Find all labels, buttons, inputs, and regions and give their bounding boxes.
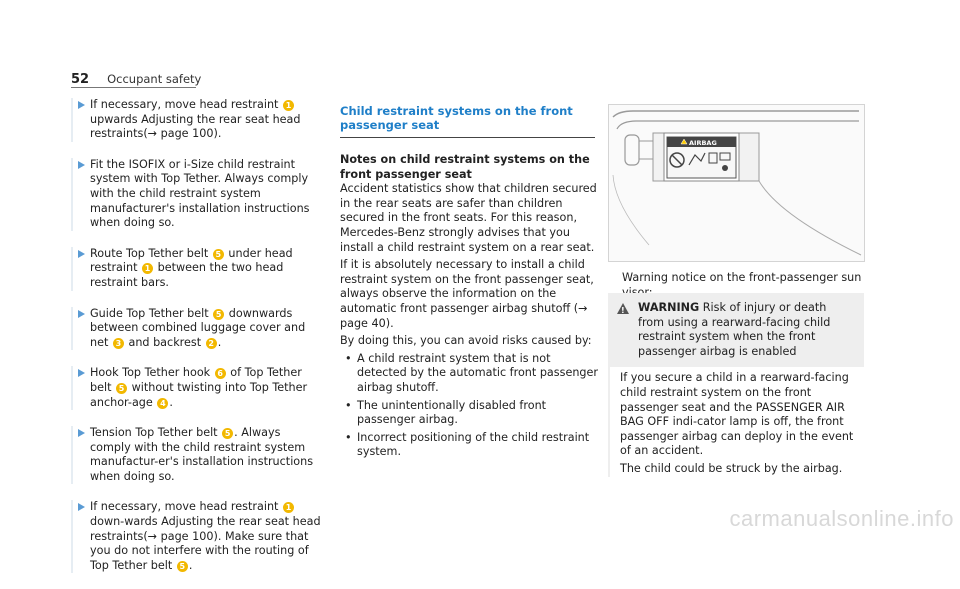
warning-text: If you secure a child in a rearward-facing child restraint system on the front passenger seat and the PASSENGER AIR BAG OFF indi-cator lamp is off, the front passenger airbag can deploy in the event of an accident. (620, 371, 854, 458)
warning-text: The child could be struck by the airbag. (620, 461, 843, 475)
step-text: . (217, 335, 222, 349)
list-item: • The unintentionally disabled front passenger airbag. (340, 399, 598, 428)
step-text: down-wards Adjusting the rear seat head restraints(→ page 100). Make sure that you do not interfere with the routing of Top Tether belt (90, 515, 321, 572)
callout-number-badge: 5 (177, 561, 188, 572)
figure-caption: Warning notice on the front-passenger sun (622, 271, 862, 284)
instruction-step (71, 366, 321, 410)
warning-header (608, 293, 864, 367)
instruction-step (71, 98, 321, 142)
warning-summary: Risk of injury or death from using a rearward-facing child restraint system when the front passenger airbag is enabled (638, 301, 831, 358)
callout-number-badge: 5 (213, 249, 224, 260)
step-text: and backrest (124, 335, 205, 349)
step-text: . (188, 558, 193, 572)
step-text: If necessary, move head restraint (90, 500, 282, 514)
warning-title: WARNING (638, 301, 700, 314)
step-text: upwards Adjusting the rear seat head restraints(→ page 100). (90, 112, 301, 141)
instruction-step (71, 307, 321, 351)
section-heading: Child restraint systems on the front passenger seat (340, 104, 573, 132)
notes-subheading: Notes on child restraint systems on the front passenger seat (340, 153, 590, 181)
paragraph: If it is absolutely necessary to install a child restraint system on the front passenger seat, always observe the information on the automatic front passenger airbag shutoff (→ page 40). (340, 258, 594, 330)
callout-number-badge: 1 (283, 502, 294, 513)
step-text: under head restraint (90, 246, 293, 275)
step-arrow-icon (78, 310, 85, 318)
step-text: If necessary, move head restraint (90, 98, 282, 111)
step-arrow-icon (78, 250, 85, 258)
step-text: of Top Tether belt (90, 366, 302, 394)
step-text: without twisting into Top Tether anchor-age (90, 380, 308, 409)
step-arrow-icon (78, 429, 85, 437)
warning-body (608, 367, 864, 476)
section-title: Occupant safety (107, 72, 202, 86)
list-item: • Incorrect positioning of the child restraint system. (340, 431, 598, 460)
child-restraint-section (340, 104, 598, 463)
header-rule (71, 87, 196, 88)
step-text: downwards between combined luggage cover and net (90, 306, 306, 349)
step-text: Guide Top Tether belt (90, 306, 213, 320)
step-arrow-icon (78, 101, 85, 109)
warning-triangle-icon: ! (617, 303, 629, 314)
page-number: 52 (71, 72, 90, 87)
risk-list (340, 352, 598, 460)
page-header (71, 72, 201, 88)
warning-box (608, 285, 864, 480)
step-list (71, 98, 321, 589)
instruction-step (71, 158, 321, 231)
paragraph: Accident statistics show that children secured in the rear seats are safer than children secured in the front seats. For this reason, Mercedes-Benz strongly advises that you install a child restraint system on a rear seat. (340, 182, 597, 254)
step-arrow-icon (78, 369, 85, 377)
step-arrow-icon (78, 503, 85, 511)
instruction-step (71, 500, 321, 573)
sun-visor-illustration (608, 104, 865, 262)
step-text: Hook Top Tether hook (90, 366, 214, 380)
paragraph: By doing this, you can avoid risks caused by: (340, 334, 592, 348)
callout-number-badge: 2 (206, 338, 217, 349)
callout-number-badge: 3 (113, 338, 124, 349)
callout-number-badge: 4 (157, 398, 168, 409)
instruction-step (71, 426, 321, 484)
callout-number-badge: 5 (222, 428, 233, 439)
step-text: Fit the ISOFIX or i-Size child restraint system with Top Tether. Always comply with the child restraint system manufacturer's installation instructions when doing so. (90, 157, 310, 230)
section-divider (340, 137, 595, 138)
callout-number-badge: 5 (213, 309, 224, 320)
step-text: . Always comply with the child restraint system manufactur-er's installation instructions when doing so. (90, 426, 314, 483)
callout-number-badge: 1 (283, 100, 294, 111)
list-item: • A child restraint system that is not detected by the automatic front passenger airbag shutoff. (340, 352, 598, 396)
callout-number-badge: 6 (215, 368, 226, 379)
airbag-label: AIRBAG (689, 139, 717, 147)
callout-number-badge: 5 (116, 383, 127, 394)
sun-visor-drawing (609, 105, 864, 261)
step-text: . (169, 395, 173, 409)
callout-number-badge: 1 (142, 263, 153, 274)
step-text: Tension Top Tether belt (90, 426, 222, 440)
instruction-step (71, 247, 321, 291)
step-text: Route Top Tether belt (90, 246, 212, 260)
step-arrow-icon (78, 161, 85, 169)
watermark: carmanualsonline.info (729, 506, 954, 532)
step-text: between the two head restraint bars. (90, 261, 284, 289)
